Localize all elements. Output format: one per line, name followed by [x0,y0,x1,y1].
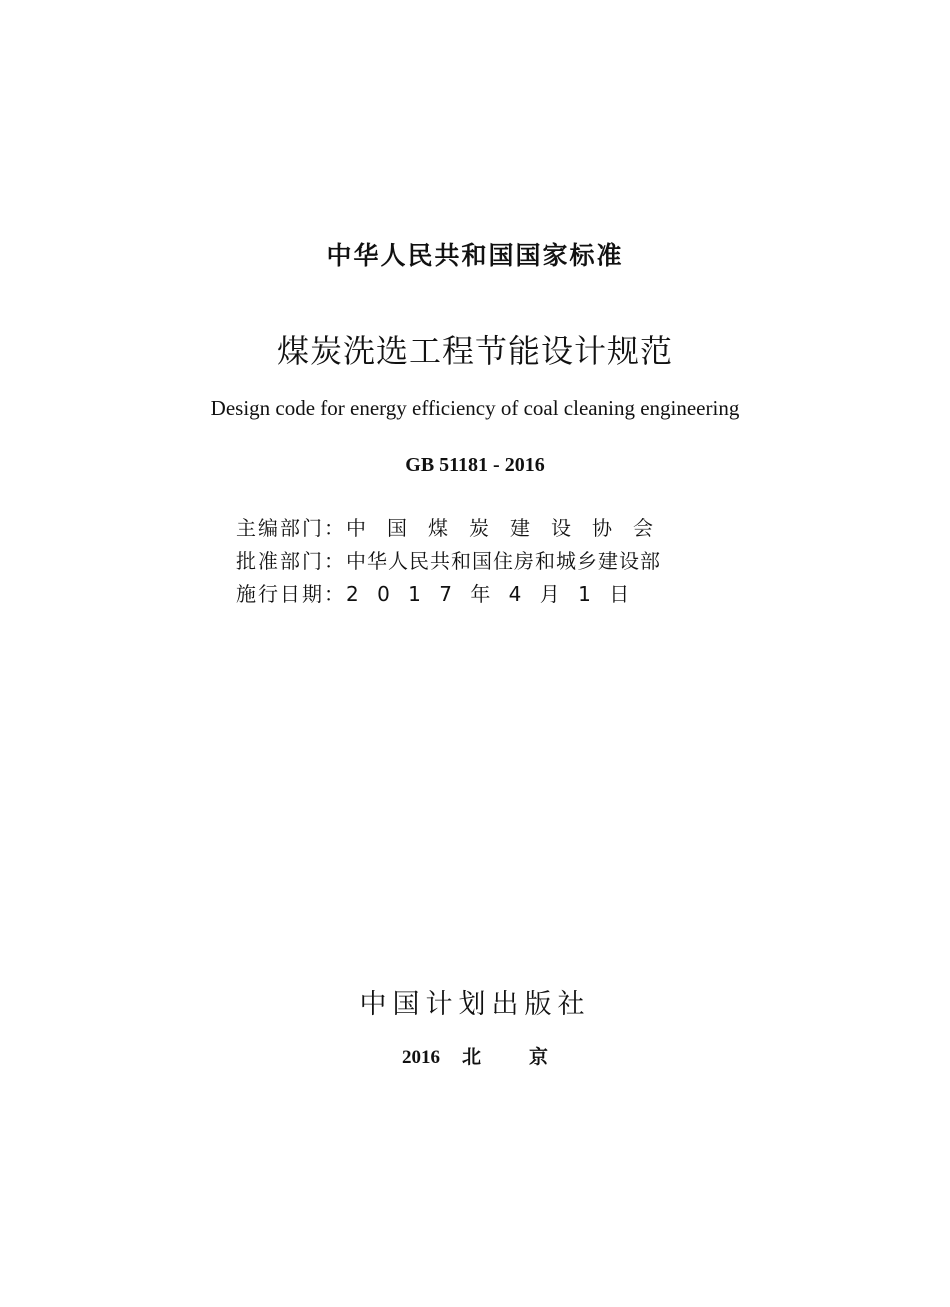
standard-series: 中华人民共和国国家标准 [326,241,624,270]
standard-code: GB 51181 - 2016 [405,454,545,476]
publication-year: 2016 [401,1047,440,1068]
publication-city: 北京 [461,1046,596,1068]
editor-row [236,512,674,541]
effective-date-label: 施行日期： [236,582,346,606]
publisher: 中国计划出版社 [359,989,591,1020]
effective-date-value: 2 0 1 7 年 4 月 1 日 [346,582,631,606]
document-title-english: Design code for energy efficiency of coal cleaning engineering [210,396,740,420]
editor-label: 主编部门： [236,516,346,540]
approver-value: 中华人民共和国住房和城乡建设部 [346,549,661,573]
editor-value: 中国煤炭建设协会 [346,516,674,540]
approver-label: 批准部门： [236,549,346,573]
approver-row [236,545,661,574]
publication-place [0,1042,950,1069]
document-title-chinese: 煤炭洗选工程节能设计规范 [276,332,673,370]
effective-date-row [236,578,630,607]
